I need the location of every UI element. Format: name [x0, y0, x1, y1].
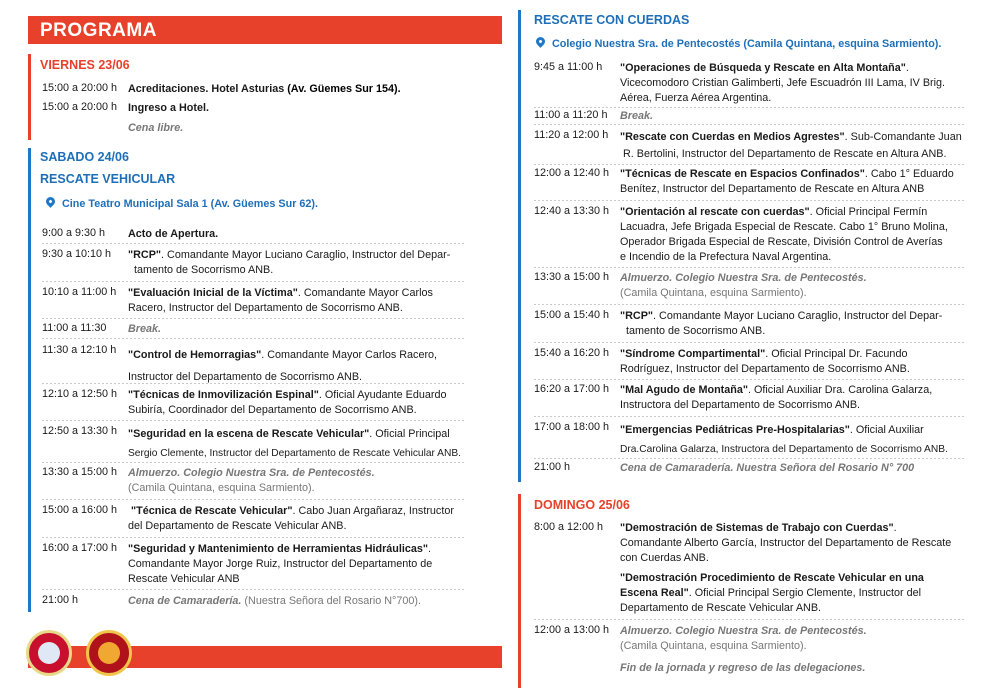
- list-item: 11:30 a 12:10 h "Control de Hemorragias". Comandante Mayor Carlos Racero, Instructor del Departamento de Socorrismo ANB.: [42, 344, 438, 383]
- list-item: 9:00 a 9:30 h Acto de Apertura.: [42, 227, 219, 240]
- divider: [534, 458, 964, 459]
- list-item: 13:30 a 15:00 h Almuerzo. Colegio Nuestra Sra. de Pentecostés. (Camila Quintana, esquina Sarmiento).: [42, 466, 375, 494]
- list-item: 15:40 a 16:20 h "Síndrome Compartimental". Oficial Principal Dr. Facundo Rodríguez, Instructor del Departamento de Socorrismo ANB.: [534, 347, 910, 375]
- list-item: 16:00 a 17:00 h "Seguridad y Mantenimiento de Herramientas Hidráulicas". Comandante Mayor Jorge Ruiz, Instructor del Departamento de Rescate Vehicular ANB: [42, 542, 433, 585]
- divider: [534, 619, 964, 620]
- list-item: 9:45 a 11:00 h "Operaciones de Búsqueda y Rescate en Alta Montaña". Vicecomodoro Cristian Galimberti, Jefe Escuadrón III Lama, IV Brig. Aérea, Fuerza Aérea Argentina.: [534, 61, 946, 104]
- list-item: 11:20 a 12:00 h "Rescate con Cuerdas en Medios Agrestes". Sub-Comandante Juan R. Bertolini, Instructor del Departamento de Rescate en Altura ANB.: [534, 129, 962, 160]
- academy-seal-icon: [26, 630, 72, 676]
- page-title: PROGRAMA: [40, 20, 157, 41]
- subheading-rescate-vehicular: RESCATE VEHICULAR: [40, 172, 176, 186]
- list-item: 21:00 h Cena de Camaradería. (Nuestra Señora del Rosario N°700).: [42, 594, 421, 607]
- divider: [534, 379, 964, 380]
- list-item: 12:00 a 12:40 h "Técnicas de Rescate en Espacios Confinados". Cabo 1° Eduardo Benítez, Instructor del Departamento de Rescate en Altura ANB: [534, 167, 954, 195]
- section-bar: [518, 494, 521, 688]
- title-banner: [28, 16, 502, 44]
- list-item: 13:30 a 15:00 h Almuerzo. Colegio Nuestra Sra. de Pentecostés. (Camila Quintana, esquina Sarmiento).: [534, 271, 867, 299]
- venue: Colegio Nuestra Sra. de Pentecostés (Camila Quintana, esquina Sarmiento).: [536, 38, 941, 50]
- divider: [534, 200, 964, 201]
- list-item: "Demostración Procedimiento de Rescate Vehicular en una Escena Real". Oficial Principal Sergio Clemente, Instructor del Departamento de Rescate Vehicular ANB.: [620, 572, 924, 614]
- divider: [42, 281, 466, 282]
- list-item: 17:00 a 18:00 h "Emergencias Pediátricas Pre-Hospitalarias". Oficial Auxiliar Dra.Carolina Galarza, Instructora del Departamento de Socorrismo ANB.: [534, 421, 948, 455]
- section-bar: [518, 10, 521, 482]
- list-item: 9:30 a 10:10 h "RCP". Comandante Mayor Luciano Caraglio, Instructor del Depar- tamento de Socorrismo ANB.: [42, 248, 451, 276]
- divider: [42, 589, 466, 590]
- heading-sabado: SABADO 24/06: [40, 150, 129, 164]
- divider: [42, 499, 466, 500]
- list-item: 15:00 a 15:40 h "RCP". Comandante Mayor Luciano Caraglio, Instructor del Depar- tamento de Socorrismo ANB.: [534, 309, 943, 337]
- section-bar: [28, 148, 31, 612]
- heading-domingo: DOMINGO 25/06: [534, 498, 630, 512]
- divider: [534, 267, 964, 268]
- list-item: Cena libre.: [128, 122, 184, 134]
- divider: [534, 164, 964, 165]
- list-item: 15:00 a 16:00 h "Técnica de Rescate Vehicular". Cabo Juan Argañaraz, Instructor del Departamento de Rescate Vehicular ANB.: [42, 504, 454, 532]
- divider: [42, 318, 466, 319]
- divider: [42, 537, 466, 538]
- divider: [534, 124, 964, 125]
- list-item: 11:00 a 11:30 Break.: [42, 322, 162, 335]
- list-item: 12:00 a 13:00 h Almuerzo. Colegio Nuestra Sra. de Pentecostés. (Camila Quintana, esquina Sarmiento).: [534, 624, 867, 652]
- divider: [42, 462, 466, 463]
- list-item: 15:00 a 20:00 h Ingreso a Hotel.: [42, 101, 209, 114]
- list-item: 12:40 a 13:30 h "Orientación al rescate con cuerdas". Oficial Principal Fermín Lacuadra, Jefe Brigada Especial de Rescate. Cabo 1° Bruno Molina, Operador Brigada Especial de Rescate, División Control de Averías e Incendio de la Prefectura Naval Argentina.: [534, 205, 948, 263]
- list-item: Fin de la jornada y regreso de las delegaciones.: [620, 662, 866, 674]
- venue: Cine Teatro Municipal Sala 1 (Av. Güemes Sur 62).: [46, 198, 318, 210]
- list-item: 15:00 a 20:00 h Acreditaciones. Hotel Asturias (Av. Güemes Sur 154).: [42, 82, 401, 95]
- list-item: 10:10 a 11:00 h "Evaluación Inicial de la Víctima". Comandante Mayor Carlos Racero, Instructor del Departamento de Socorrismo ANB.: [42, 286, 433, 314]
- divider: [534, 107, 964, 108]
- heading-viernes: VIERNES 23/06: [40, 58, 130, 72]
- divider: [534, 304, 964, 305]
- list-item: 16:20 a 17:00 h "Mal Agudo de Montaña". Oficial Auxiliar Dra. Carolina Galarza, Instructora del Departamento de Socorrismo ANB.: [534, 383, 933, 411]
- location-pin-icon: [534, 35, 547, 48]
- section-bar: [28, 54, 31, 140]
- divider: [42, 338, 466, 339]
- list-item: 21:00 h Cena de Camaradería. Nuestra Señora del Rosario N° 700: [534, 461, 915, 474]
- divider: [42, 383, 466, 384]
- divider: [42, 420, 466, 421]
- list-item: 12:10 a 12:50 h "Técnicas de Inmovilización Espinal". Oficial Ayudante Eduardo Subiría, Coordinador del Departamento de Socorrismo ANB.: [42, 388, 447, 416]
- council-seal-icon: [86, 630, 132, 676]
- list-item: 12:50 a 13:30 h "Seguridad en la escena de Rescate Vehicular". Oficial Principal Sergio Clemente, Instructor del Departamento de Rescate Vehicular ANB.: [42, 425, 461, 459]
- divider: [534, 416, 964, 417]
- list-item: 8:00 a 12:00 h "Demostración de Sistemas de Trabajo con Cuerdas". Comandante Alberto García, Instructor del Departamento de Rescate con Cuerdas ANB.: [534, 521, 952, 564]
- heading-rescate-cuerdas: RESCATE CON CUERDAS: [534, 13, 690, 27]
- divider: [42, 243, 466, 244]
- location-pin-icon: [44, 195, 57, 208]
- list-item: 11:00 a 11:20 h Break.: [534, 109, 654, 122]
- divider: [534, 342, 964, 343]
